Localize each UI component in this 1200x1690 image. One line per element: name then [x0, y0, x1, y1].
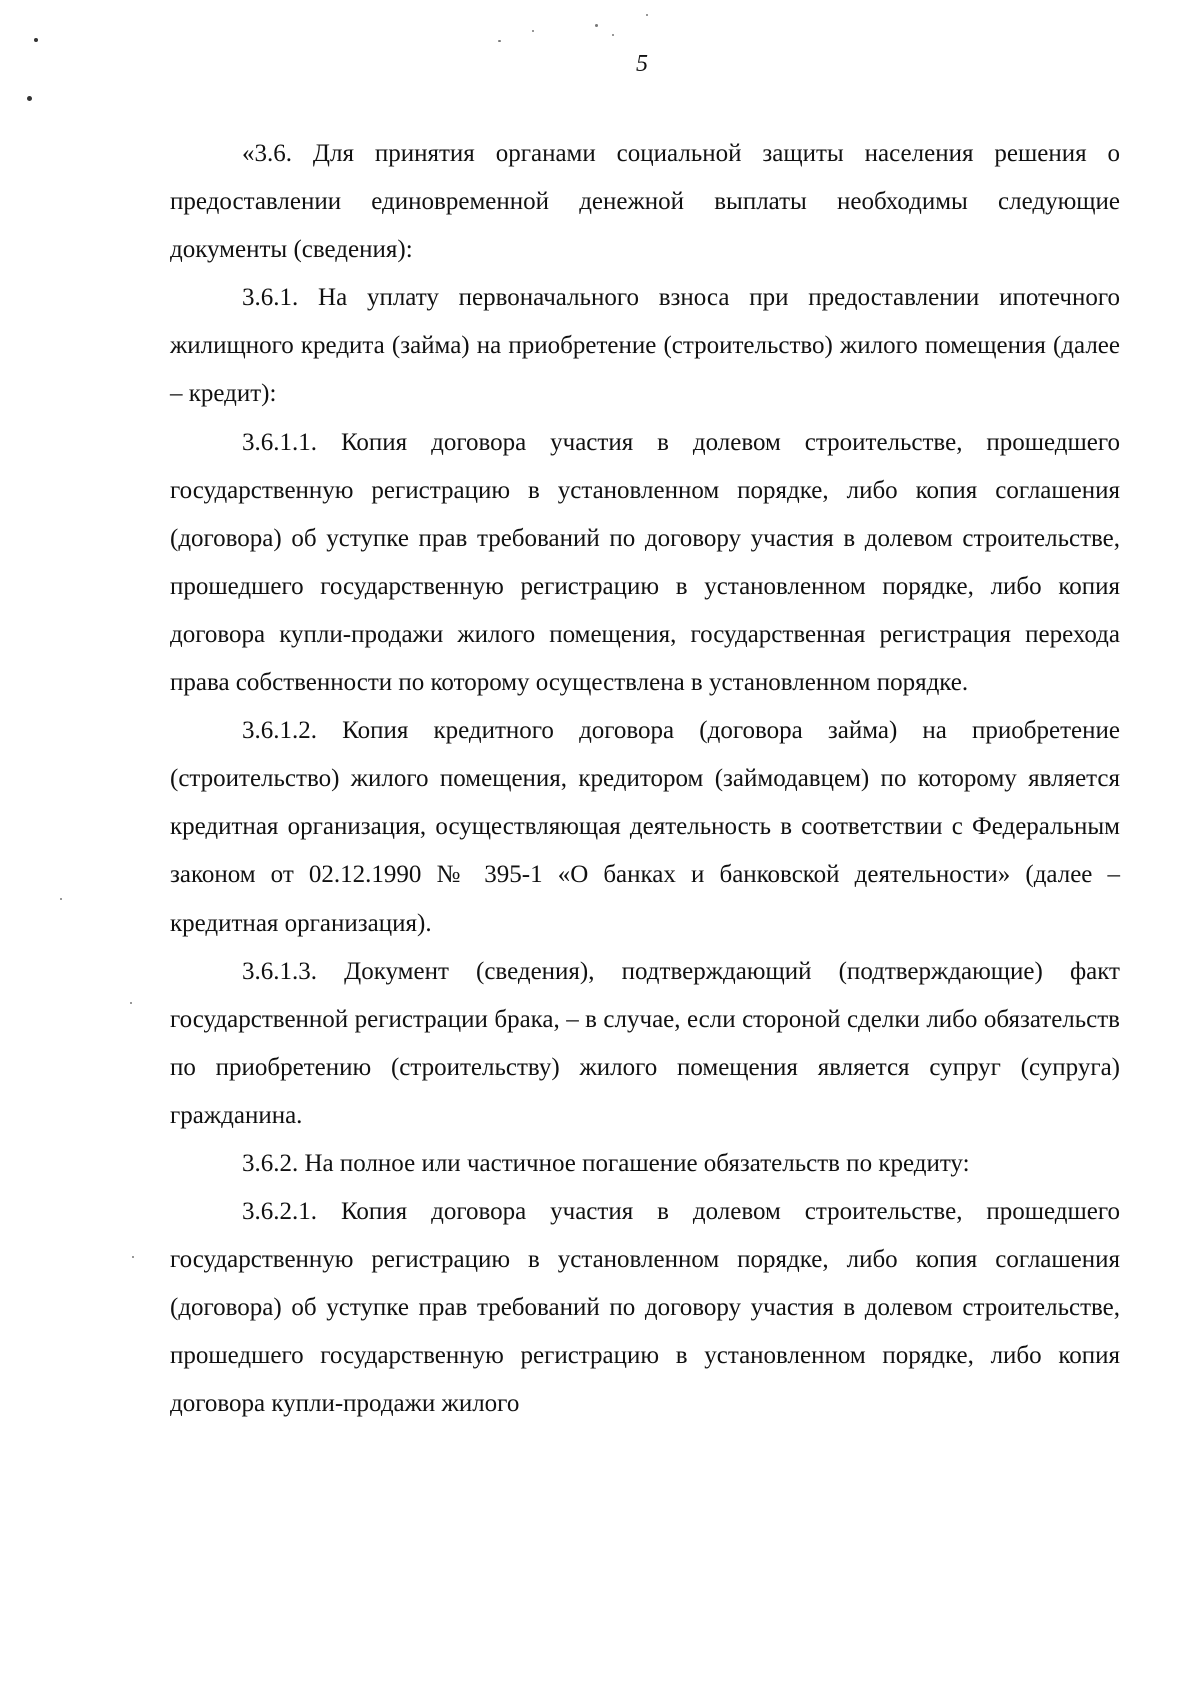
document-body	[170, 130, 1120, 1429]
scan-dot	[27, 96, 32, 101]
paragraph-3-6-1: 3.6.1. На уплату первоначального взноса при предоставлении ипотечного жилищного кредита (займа) на приобретение (строительство) жилого помещения (далее – кредит):	[170, 284, 1120, 408]
scan-dot	[34, 38, 38, 42]
paragraph-3-6-2-1: 3.6.2.1. Копия договора участия в долевом строительстве, прошедшего государственную регистрацию в установленном порядке, либо копия соглашения (договора) об уступке прав требований по договору участия в долевом строительстве, прошедшего государственную регистрацию в установленном порядке, либо копия договора купли-продажи жилого	[170, 1198, 1120, 1418]
scan-speck	[646, 14, 648, 16]
paragraph-3-6-1-2: 3.6.1.2. Копия кредитного договора (договора займа) на приобретение (строительство) жилого помещения, кредитором (займодавцем) по которому является кредитная организация, осуществляющая деятельность в соответствии с Федеральным законом от 02.12.1990 № 395-1 «О банках и банковской деятельности» (далее – кредитная организация).	[170, 717, 1120, 937]
scan-speck	[132, 1256, 134, 1258]
scan-speck	[60, 898, 62, 900]
scan-speck	[498, 40, 501, 42]
page-number: 5	[636, 51, 648, 77]
paragraph-3-6-2: 3.6.2. На полное или частичное погашение обязательств по кредиту:	[242, 1149, 970, 1177]
paragraph-3-6-1-1: 3.6.1.1. Копия договора участия в долевом строительстве, прошедшего государственную регистрацию в установленном порядке, либо копия соглашения (договора) об уступке прав требований по договору участия в долевом строительстве, прошедшего государственную регистрацию в установленном порядке, либо копия договора купли-продажи жилого помещения, государственная регистрация перехода права собственности по которому осуществлена в установленном порядке.	[170, 428, 1120, 697]
paragraph-3-6-1-3: 3.6.1.3. Документ (сведения), подтверждающий (подтверждающие) факт государственной регистрации брака, – в случае, если стороной сделки либо обязательств по приобретению (строительству) жилого помещения является супруг (супруга) гражданина.	[170, 957, 1120, 1129]
scan-speck	[595, 24, 598, 27]
scan-speck	[532, 30, 534, 32]
scan-speck	[612, 34, 614, 36]
scan-speck	[130, 1002, 132, 1004]
paragraph-3-6: «3.6. Для принятия органами социальной защиты населения решения о предоставлении единовременной денежной выплаты необходимы следующие документы (сведения):	[170, 140, 1120, 264]
